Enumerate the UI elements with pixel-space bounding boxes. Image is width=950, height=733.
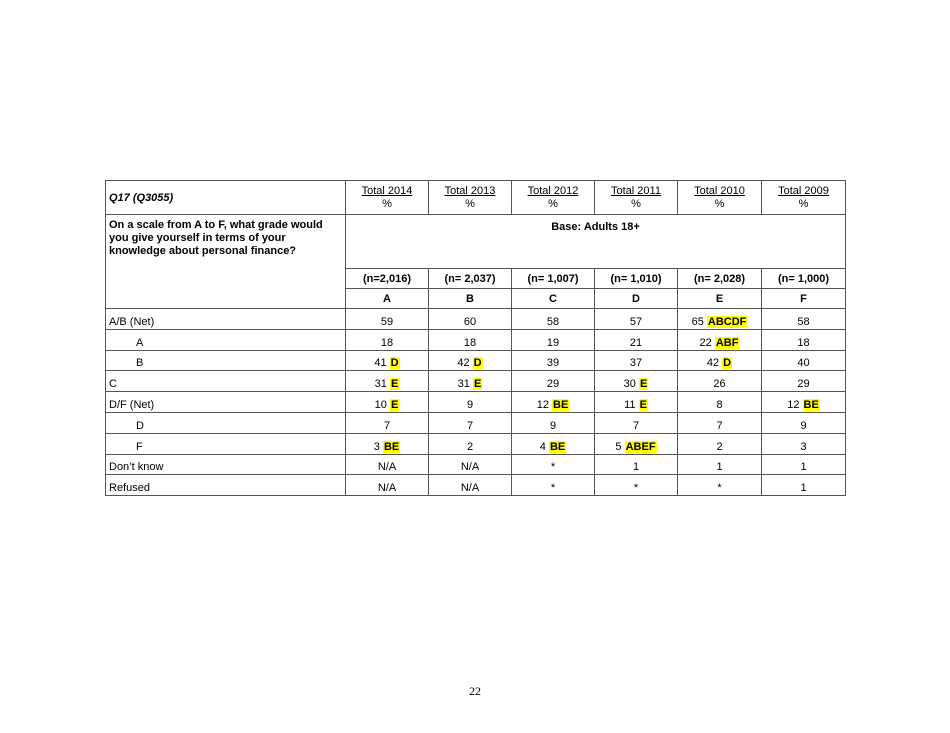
header-row [106, 181, 846, 215]
column-header [595, 181, 678, 215]
cell-value: 12 [787, 398, 800, 411]
row-label: A/B (Net) [106, 309, 346, 330]
cell-value: 57 [629, 315, 643, 328]
column-title: Total 2012 [527, 185, 579, 197]
cell-value: 18 [463, 336, 477, 349]
cell-value: 7 [466, 419, 474, 432]
cell-value: 42 [706, 357, 720, 370]
table-cell [762, 309, 846, 330]
column-letter: B [429, 289, 512, 309]
cell-value: N/A [377, 482, 397, 495]
table-cell [512, 475, 595, 496]
table-cell [346, 454, 429, 475]
column-unit: % [548, 198, 558, 210]
cell-value: N/A [377, 461, 397, 474]
table-cell [595, 475, 678, 496]
table-cell [429, 392, 512, 413]
cell-value: 29 [546, 378, 560, 391]
table-cell [678, 454, 762, 475]
cell-value: 9 [800, 419, 807, 432]
table-cell [762, 329, 846, 350]
table-cell [429, 454, 512, 475]
cell-value: 18 [380, 336, 394, 349]
question-row [106, 215, 846, 269]
table-row [106, 475, 846, 496]
table-cell [346, 433, 429, 454]
table-cell [346, 350, 429, 371]
significance-letters: E [639, 378, 648, 391]
table-cell [512, 371, 595, 392]
table-cell [762, 371, 846, 392]
table-cell [346, 412, 429, 433]
table-cell [595, 371, 678, 392]
table-cell [512, 309, 595, 330]
table-cell [678, 371, 762, 392]
table-cell [429, 475, 512, 496]
cell-value: 39 [546, 357, 560, 370]
significance-letters: BE [553, 398, 569, 411]
cell-value: 22 [699, 336, 712, 349]
column-letter: C [512, 289, 595, 309]
row-label: C [106, 371, 346, 392]
cell-value: 5 [615, 440, 622, 453]
table-row [106, 454, 846, 475]
cell-value: 31 [457, 378, 470, 391]
table-cell [762, 433, 846, 454]
table-cell [429, 350, 512, 371]
question-id: Q17 (Q3055) [109, 191, 174, 204]
significance-letters: BE [383, 440, 400, 453]
page-number: 22 [469, 684, 481, 698]
table-row [106, 392, 846, 413]
column-unit: % [798, 198, 809, 210]
table-cell [595, 412, 678, 433]
cell-value: 26 [713, 378, 726, 391]
row-label: Refused [106, 475, 346, 496]
table-cell [762, 350, 846, 371]
cell-value: * [717, 482, 722, 495]
table-cell [595, 309, 678, 330]
column-letter: E [678, 289, 762, 309]
cell-value: 3 [800, 440, 807, 453]
cell-value: 1 [800, 461, 807, 474]
column-header [429, 181, 512, 215]
row-label: B [106, 350, 346, 371]
table-cell [678, 433, 762, 454]
table-cell [678, 309, 762, 330]
question-table [105, 180, 846, 496]
cell-value: 42 [457, 357, 470, 370]
cell-value: 4 [539, 440, 546, 453]
sample-size: (n= 1,000) [762, 269, 846, 289]
table-cell [512, 433, 595, 454]
cell-value: 58 [797, 315, 810, 328]
sample-size: (n= 2,028) [678, 269, 762, 289]
cell-value: 9 [466, 398, 474, 411]
significance-letters: BE [549, 440, 566, 453]
sample-size: (n=2,016) [346, 269, 429, 289]
cell-value: 7 [716, 419, 723, 432]
table-row [106, 433, 846, 454]
question-text-cell [106, 215, 346, 309]
cell-value: 65 [691, 315, 704, 328]
table-cell [429, 371, 512, 392]
table-row [106, 350, 846, 371]
cell-value: 8 [716, 398, 723, 411]
cell-value: 40 [797, 357, 810, 370]
sample-size: (n= 1,010) [595, 269, 678, 289]
row-label: A [106, 329, 346, 350]
significance-letters: D [390, 357, 399, 370]
column-header [678, 181, 762, 215]
significance-letters: E [639, 398, 647, 411]
table-cell [429, 309, 512, 330]
cell-value: 12 [536, 398, 549, 411]
table-cell [512, 412, 595, 433]
cell-value: 1 [800, 482, 807, 495]
table-cell [678, 329, 762, 350]
table-cell [429, 329, 512, 350]
cell-value: 1 [716, 461, 723, 474]
table-cell [512, 329, 595, 350]
cell-value: N/A [460, 461, 480, 474]
column-title: Total 2011 [611, 185, 661, 197]
column-header [762, 181, 846, 215]
cell-value: 19 [546, 336, 560, 349]
column-header [512, 181, 595, 215]
column-unit: % [714, 198, 725, 210]
cell-value: 1 [632, 461, 640, 474]
cell-value: 3 [373, 440, 380, 453]
cell-value: * [550, 482, 556, 495]
table-cell [595, 350, 678, 371]
significance-letters: ABEF [625, 440, 656, 453]
cell-value: 58 [546, 315, 560, 328]
cell-value: 10 [374, 398, 387, 411]
cell-value: 41 [374, 357, 387, 370]
table-cell [346, 309, 429, 330]
base-label: Base: Adults 18+ [551, 221, 640, 233]
table-cell [762, 412, 846, 433]
column-unit: % [465, 198, 475, 210]
question-text: On a scale from A to F, what grade would you give yourself in terms of your knowledge about personal finance? [109, 219, 323, 257]
cell-value: N/A [460, 482, 480, 495]
table-cell [595, 392, 678, 413]
table-cell [346, 371, 429, 392]
table-cell [346, 329, 429, 350]
significance-letters: ABF [715, 336, 739, 349]
cell-value: 7 [383, 419, 391, 432]
table-cell [678, 475, 762, 496]
table-cell [595, 433, 678, 454]
cell-value: 18 [797, 336, 810, 349]
column-unit: % [382, 198, 392, 210]
column-title: Total 2013 [444, 185, 496, 197]
sample-size: (n= 1,007) [512, 269, 595, 289]
column-unit: % [631, 198, 641, 210]
table-cell [346, 392, 429, 413]
significance-letters: D [473, 357, 482, 370]
cell-value: 7 [632, 419, 640, 432]
table-cell [512, 350, 595, 371]
table-cell [512, 454, 595, 475]
cell-value: 30 [623, 378, 636, 391]
cell-value: 11 [624, 398, 636, 411]
column-title: Total 2014 [361, 185, 413, 197]
table-cell [762, 392, 846, 413]
table-cell [762, 475, 846, 496]
table-cell [429, 412, 512, 433]
cell-value: 2 [466, 440, 474, 453]
row-label: Don’t know [106, 454, 346, 475]
table-row [106, 329, 846, 350]
cell-value: 2 [716, 440, 723, 453]
column-letter: A [346, 289, 429, 309]
table-row [106, 309, 846, 330]
table-cell [678, 392, 762, 413]
cell-value: 29 [797, 378, 810, 391]
significance-letters: E [473, 378, 482, 391]
base-cell [346, 215, 846, 269]
cell-value: 59 [380, 315, 394, 328]
column-header [346, 181, 429, 215]
table-cell [678, 412, 762, 433]
sample-size: (n= 2,037) [429, 269, 512, 289]
column-letter: F [762, 289, 846, 309]
table-cell [762, 454, 846, 475]
cell-value: * [550, 461, 556, 474]
column-title: Total 2010 [694, 185, 745, 197]
table-cell [595, 454, 678, 475]
cell-value: 60 [463, 315, 477, 328]
significance-letters: ABCDF [707, 315, 747, 328]
cell-value: 37 [629, 357, 643, 370]
column-letter: D [595, 289, 678, 309]
cell-value: 31 [374, 378, 387, 391]
row-label: D [106, 412, 346, 433]
row-label: F [106, 433, 346, 454]
table-cell [595, 329, 678, 350]
cell-value: 21 [629, 336, 643, 349]
question-id-cell [106, 181, 346, 215]
cell-value: 9 [549, 419, 557, 432]
significance-letters: BE [803, 398, 819, 411]
significance-letters: D [723, 357, 732, 370]
table-cell [346, 475, 429, 496]
table-cell [429, 433, 512, 454]
cell-value: * [633, 482, 639, 495]
row-label: D/F (Net) [106, 392, 346, 413]
table-row [106, 412, 846, 433]
significance-letters: E [390, 398, 399, 411]
column-title: Total 2009 [778, 185, 829, 197]
table-cell [512, 392, 595, 413]
table-cell [678, 350, 762, 371]
table-row [106, 371, 846, 392]
significance-letters: E [390, 378, 399, 391]
